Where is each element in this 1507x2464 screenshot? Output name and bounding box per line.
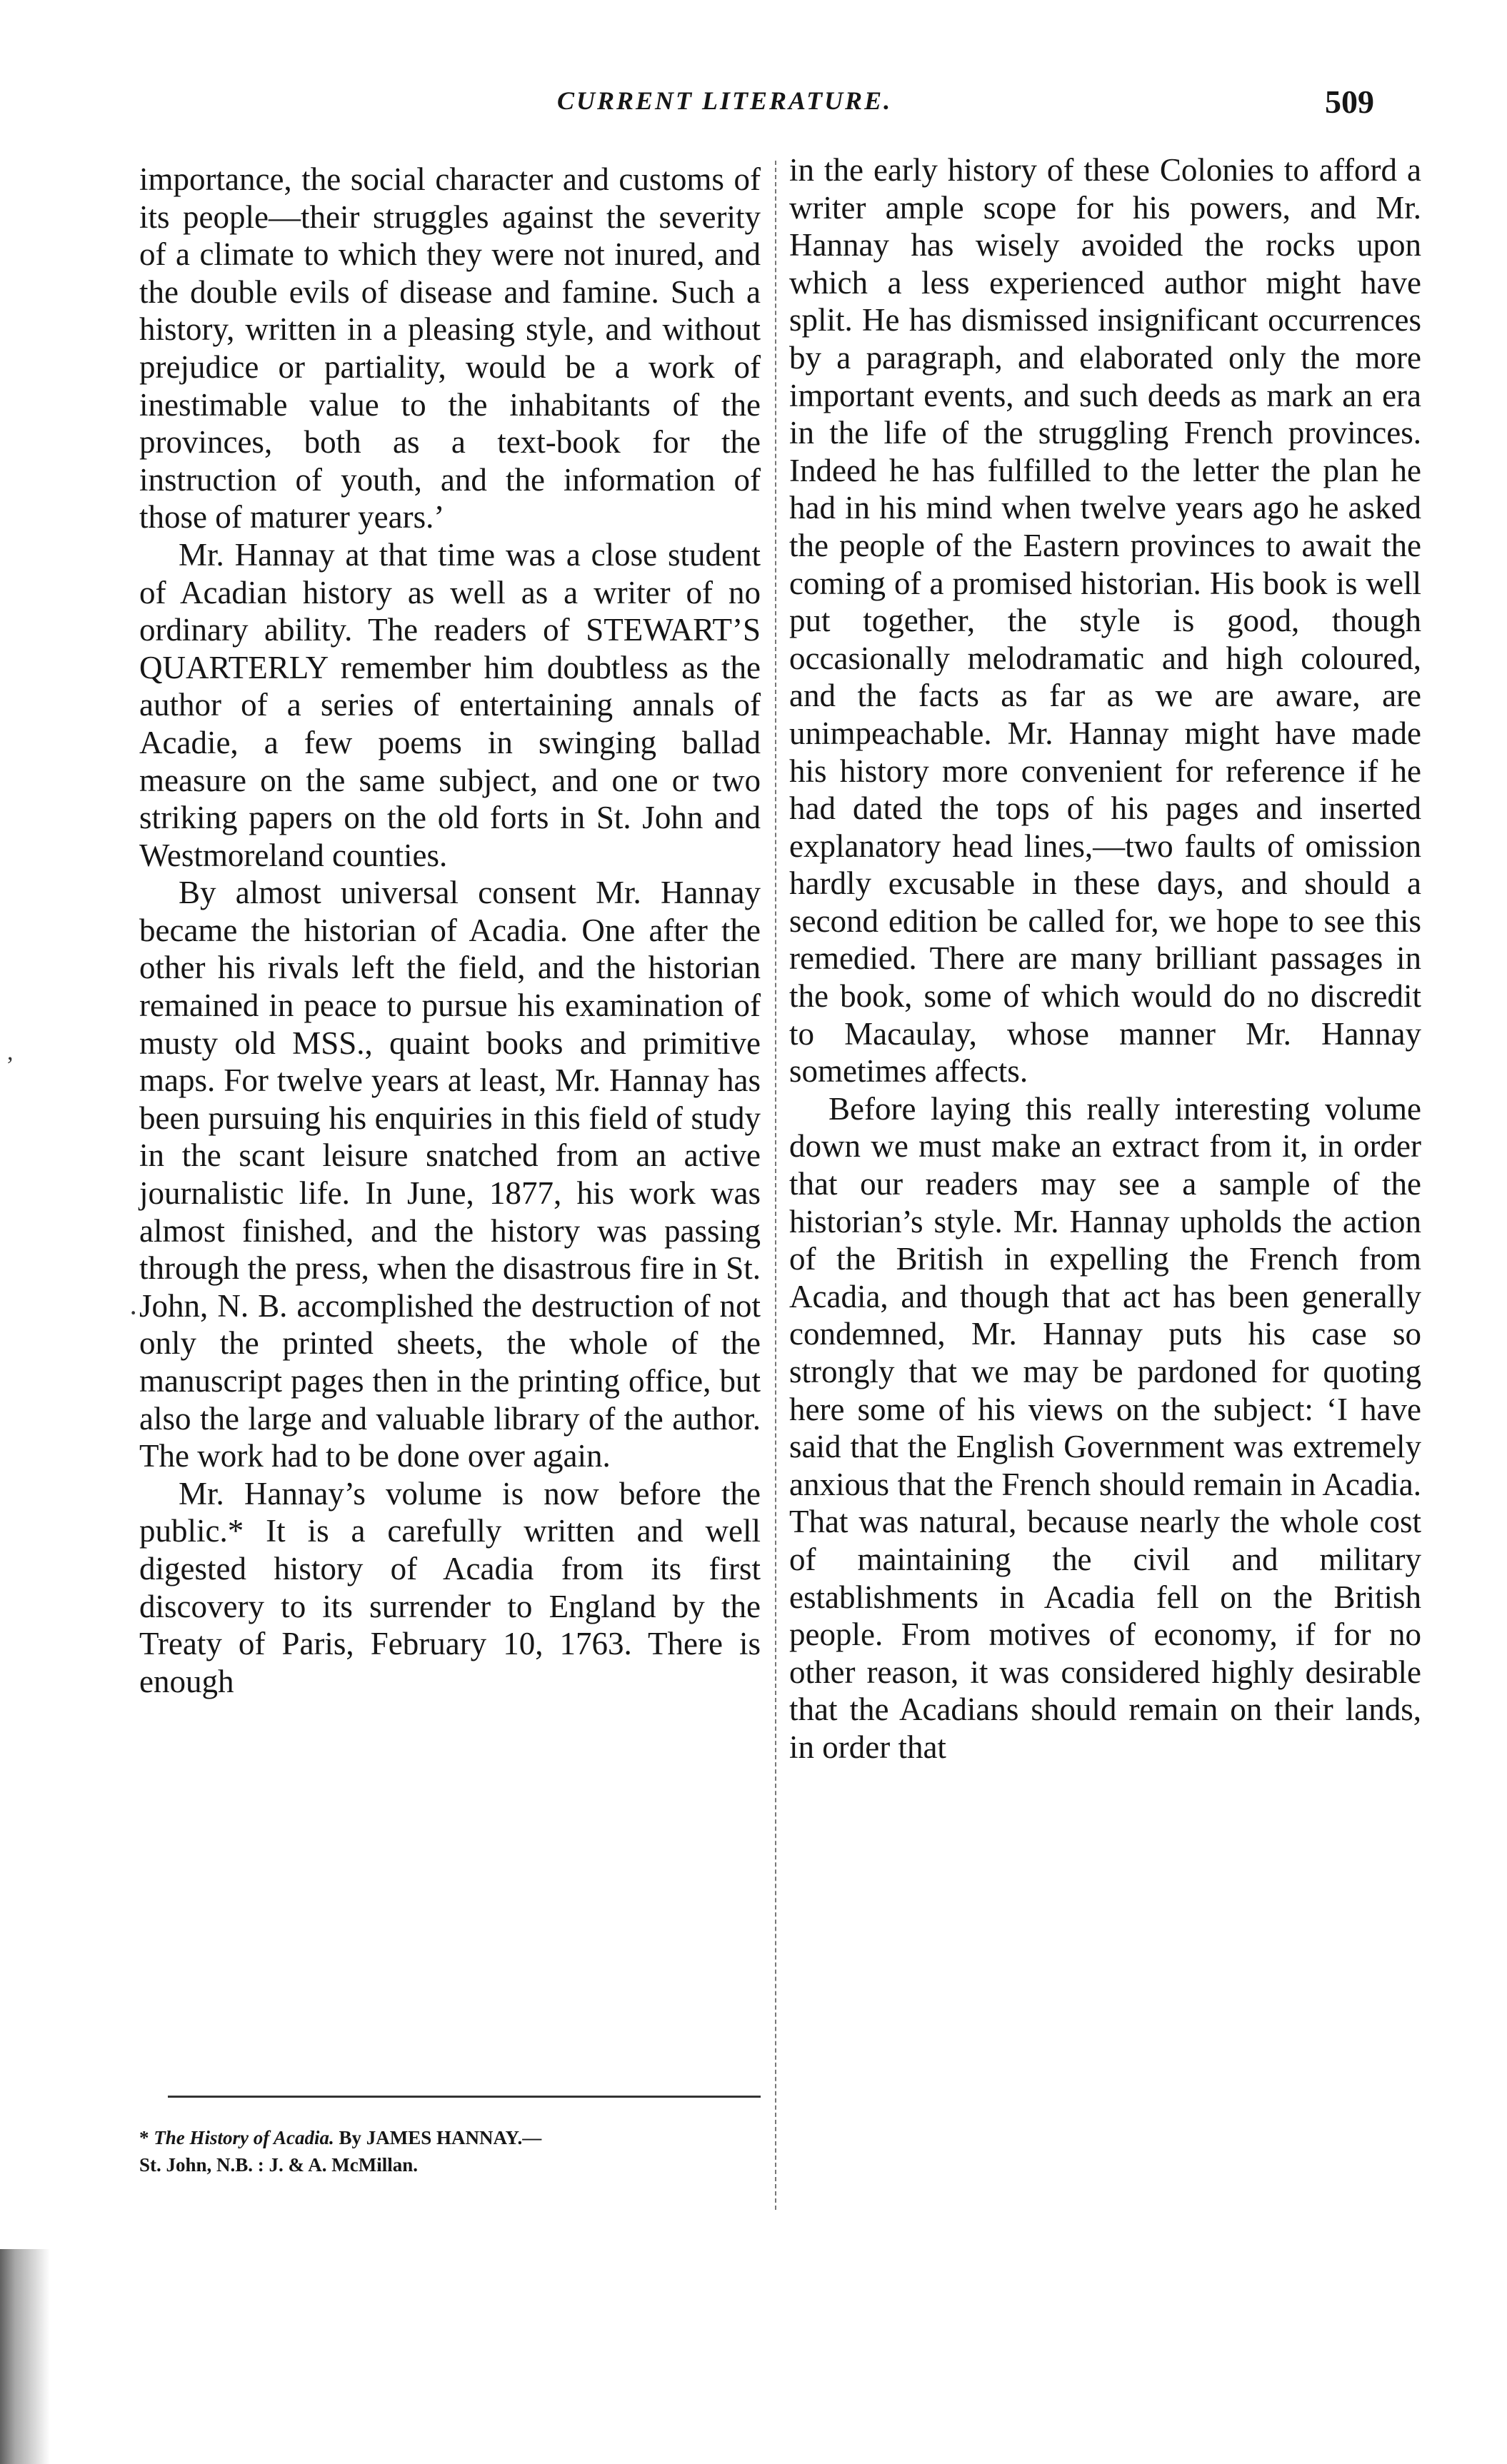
margin-mark: , <box>7 1039 14 1065</box>
page-number: 509 <box>1325 84 1374 120</box>
column-divider <box>775 161 776 2210</box>
binding-shadow <box>0 2249 50 2464</box>
footnote-author: By JAMES HANNAY.— <box>339 2127 542 2148</box>
footnote-marker: * <box>139 2127 149 2148</box>
left-column <box>139 161 761 1700</box>
running-title: CURRENT LITERATURE. <box>557 86 893 115</box>
left-paragraph-1: importance, the social character and customs of its people—their struggles against the severity of a climate to which they were not inured, and the double evils of disease and famine. Such a history, written in a pleasing style, and without prejudice or partiality, would be a work of inestimable value to the inhabitants of the provinces, both as a text-book for the instruction of youth, and the information of those of maturer years.’ <box>139 161 761 535</box>
footnote-imprint: St. John, N.B. : J. & A. McMillan. <box>139 2154 419 2176</box>
margin-mark: · <box>129 1297 139 1329</box>
left-paragraph-2: Mr. Hannay at that time was a close student of Acadian history as well as a writer of no ordinary ability. The readers of STEWART’S QUARTERLY remember him doubtless as the author of a series of entertaining annals of Acadie, a few poems in swinging ballad measure on the same subject, and one or two striking papers on the old forts in St. John and Westmoreland counties. <box>139 536 761 873</box>
footnote <box>139 2124 761 2178</box>
right-paragraph-2: Before laying this really interesting volume down we must make an extract from it, in order that our readers may see a sample of the historian’s style. Mr. Hannay upholds the action of the British in expelling the French from Acadia, and though that act has been generally condemned, Mr. Hannay puts his case so strongly that we may be pardoned for quoting here some of his views on the subject: ‘I have said that the English Government was extremely anxious that the French should remain in Acadia. That was natural, because nearly the whole cost of maintaining the civil and military establishments in Acadia fell on the British people. From motives of economy, if for no other reason, it was considered highly desirable that the Acadians should remain on their lands, in order that <box>789 1090 1421 1765</box>
left-paragraph-3: By almost universal consent Mr. Hannay became the historian of Acadia. One after the other his rivals left the field, and the historian remained in peace to pursue his examination of musty old MSS., quaint books and primitive maps. For twelve years at least, Mr. Hannay has been pursuing his enquiries in this field of study in the scant leisure snatched from an active journalistic life. In June, 1877, his work was almost finished, and the history was passing through the press, when the disastrous fire in St. John, N. B. accomplished the destruction of not only the printed sheets, the whole of the manuscript pages then in the printing office, but also the large and valuable library of the author. The work had to be done over again. <box>139 875 761 1474</box>
left-paragraph-4: Mr. Hannay’s volume is now before the public.* It is a carefully written and well digested history of Acadia from its first discovery to its surrender to England by the Treaty of Paris, February 10, 1763. There is enough <box>139 1475 761 1699</box>
right-paragraph-1: in the early history of these Colonies to afford a writer ample scope for his powers, and Mr. Hannay has wisely avoided the rocks upon which a less experienced author might have split. He has dismissed insignificant occurrences by a paragraph, and elaborated only the more important events, and such deeds as mark an era in the life of the struggling French provinces. Indeed he has fulfilled to the letter the plan he had in his mind when twelve years ago he asked the people of the Eastern provinces to await the coming of a promised historian. His book is well put together, the style is good, though occasionally melodramatic and high coloured, and the facts as far as we are aware, are unimpeachable. Mr. Hannay might have made his history more convenient for reference if he had dated the tops of his pages and inserted explanatory head lines,—two faults of omission hardly excusable in these days, and should a second edition be called for, we hope to see this remedied. There are many brilliant passages in the book, some of which would do no discredit to Macaulay, whose manner Mr. Hannay sometimes affects. <box>789 152 1421 1090</box>
footnote-book-title: The History of Acadia. <box>154 2127 334 2148</box>
right-column <box>789 151 1421 1766</box>
footnote-divider <box>168 2096 761 2098</box>
